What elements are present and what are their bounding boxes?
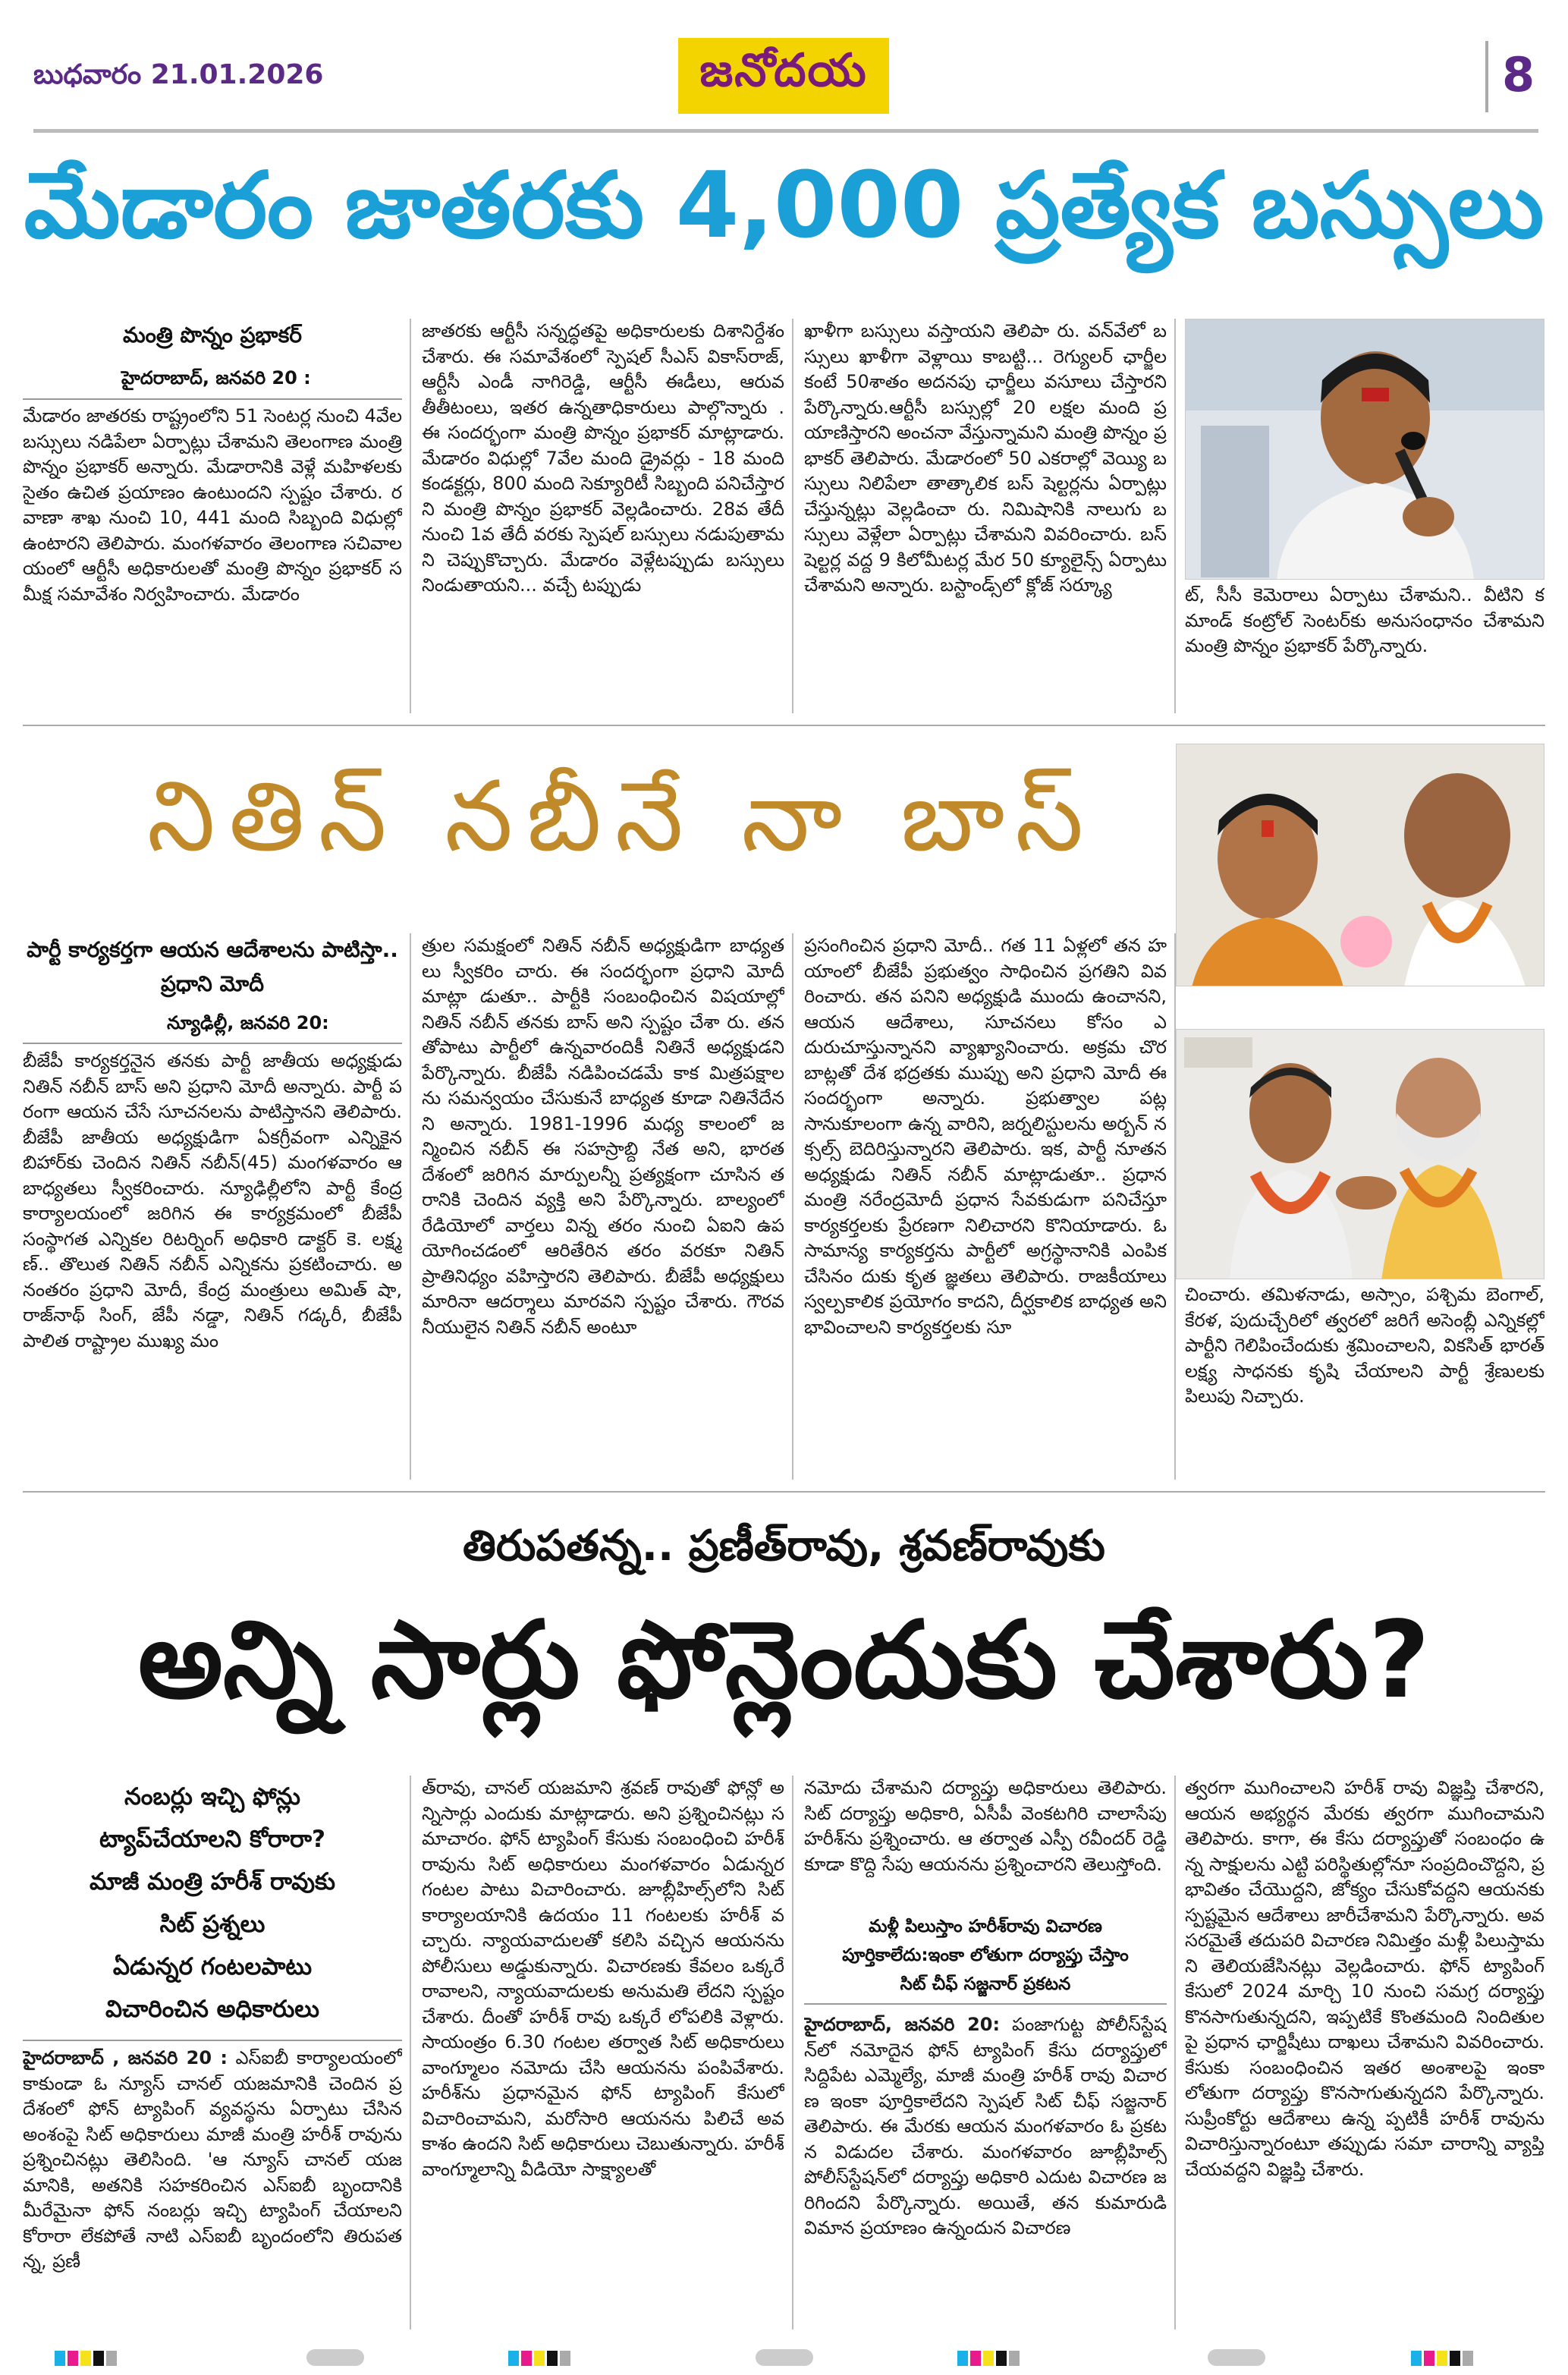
- minister-photo: [1185, 319, 1544, 580]
- section-divider: [23, 1491, 1545, 1493]
- story3-dateline-2: హైదరాబాద్, జనవరి 20:: [804, 2014, 1001, 2035]
- story2-dateline: న్యూఢిల్లీ, జనవరి 20:: [167, 1012, 329, 1033]
- story2-column-1: బీజేపీ కార్యకర్తనైన తనకు పార్టీ జాతీయ అధ్యక్షుడు నితిన్ నబీన్ బాస్ అని ప్రధాని మోదీ అన్నారు. పార్టీ పరంగా ఆయన చేసే సూచనలను పాటిస్తానని తెలిపారు. బీజేపీ జాతీయ అధ్యక్షుడిగా ఏకగ్రీవంగా ఎన్నికైన బిహార్‌కు చెందిన నితిన్ నబీన్(45) మంగళవారం ఆ బాధ్యతలు స్వీకరించారు. న్యూఢిల్లీలోని పార్టీ కేంద్ర కార్యాలయంలో జరిగిన ఈ కార్యక్రమంలో బీజేపీ సంస్థాగత ఎన్నికల రిటర్నింగ్ అధికారి డాక్టర్ కె. లక్ష్మణ్.. తొలుత నితిన్ నబీన్ ఎన్నికను ప్రకటించారు. అనంతరం ప్రధాని మోదీ, కేంద్ర మంత్రులు అమిత్ షా, రాజ్‌నాథ్ సింగ్, జేపీ నడ్డా, నితిన్ గడ్కరీ, బీజేపీ పాలిత రాష్ట్రాల ముఖ్య మం: [23, 1050, 402, 1351]
- story3-sidebar-subhead-line: మళ్లీ పిలుస్తాం హరీశ్‌రావు విచారణ: [869, 1917, 1102, 1936]
- column-rule: [410, 933, 411, 1480]
- story3-sidebar-subhead-line: పూర్తికాలేదు:ఇంకా లోతుగా దర్యాప్తు చేస్తాం: [842, 1946, 1129, 1965]
- registration-pill: [306, 2349, 364, 2366]
- story2-subhead: పార్టీ కార్యకర్తగా ఆయన ఆదేశాలను పాటిస్తా.. ప్రధాని మోదీ: [27, 937, 398, 996]
- story3-subhead-line: విచారించిన అధికారులు: [105, 1996, 319, 2023]
- page-number-divider: [1485, 41, 1488, 112]
- color-registration-mark: [1411, 2351, 1473, 2366]
- story1-column-4: ట్, సీసీ కెమెరాలు ఏర్పాటు చేశామని.. వీటిని కమాండ్ కంట్రోల్ సెంటర్‌కు అనుసంధానం చేశామని మంత్రి పొన్నం ప్రభాకర్ పేర్కొన్నారు.: [1185, 584, 1544, 656]
- story3-headline: అన్ని సార్లు ఫోన్లెందుకు చేశారు?: [137, 1599, 1431, 1722]
- leaders-photo-top: [1176, 744, 1544, 986]
- story3-subhead-line: సిట్ ప్రశ్నలు: [159, 1911, 266, 1938]
- registration-pill: [1208, 2349, 1265, 2366]
- story3-column-3a: నమోదు చేశామని దర్యాప్తు అధికారులు తెలిపారు. సిట్ దర్యాప్తు అధికారి, ఏసీపీ వెంకటగిరి చాలాసేపు హరీశ్‌ను ప్రశ్నించారు. ఆ తర్వాత ఎస్పీ రవీందర్ రెడ్డి కూడా కొద్ది సేపు ఆయనను ప్రశ్నించారని తెలుస్తోంది.: [804, 1777, 1167, 1875]
- issue-date: బుధవారం 21.01.2026: [33, 59, 324, 90]
- story3-subhead-line: మాజీ మంత్రి హరీశ్ రావుకు: [90, 1868, 335, 1895]
- story3-sidebar-subhead-line: సిట్ చీఫ్ సజ్జనార్ ప్రకటన: [900, 1974, 1071, 1994]
- column-rule: [1174, 319, 1176, 713]
- story1-headline: మేడారం జాతరకు 4,000 ప్రత్యేక బస్సులు: [24, 153, 1544, 259]
- story3-subhead: [23, 1776, 402, 2031]
- story1-column-1: మేడారం జాతరకు రాష్ట్రంలోని 51 సెంటర్ల నుంచి 4వేల బస్సులు నడిపేలా ఏర్పాట్లు చేశామని తెలంగాణ మంత్రి పొన్నం ప్రభాకర్ అన్నారు. మేడారానికి వెళ్లే మహిళలకు సైతం ఉచిత ప్రయాణం ఉంటుందని స్పష్టం చేశారు. రవాణా శాఖ నుంచి 10, 441 మంది సిబ్బంది విధుల్లో ఉంటారని తెలిపారు. మంగళవారం తెలంగాణ సచివాలయంలో ఆర్టీసీ అధికారులతో మంత్రి పొన్నం ప్రభాకర్ సమీక్ష సమావేశం నిర్వహించారు. మేడారం: [23, 405, 402, 605]
- color-registration-mark: [957, 2351, 1020, 2366]
- story2-column-3: ప్రసంగించిన ప్రధాని మోదీ.. గత 11 ఏళ్లలో తన హయాంలో బీజేపీ ప్రభుత్వం సాధించిన ప్రగతిని వివరించారు. తన పనిని అధ్యక్షుడి ముందు ఉంచానని, ఆయన ఆదేశాలు, సూచనలు కోసం ఎదురుచూస్తున్నానని వ్యాఖ్యానించారు. అక్రమ చొరబాట్లతో దేశ భద్రతకు ముప్పు అని ప్రధాని మోదీ ఈ సందర్భంగా అన్నారు. ప్రభుత్వాల పట్ల సానుకూలంగా ఉన్న వారిని, జర్నలిస్టులను అర్బన్ నక్సల్స్ బెదిరిస్తున్నారని తెలిపారు. ఇక, పార్టీ నూతన అధ్యక్షుడు నితిన్ నబీన్ మాట్లాడుతూ.. ప్రధానమంత్రి నరేంద్రమోదీ ప్రధాన సేవకుడుగా పనిచేస్తూ కార్యకర్తలకు ప్రేరణగా నిలిచారని కొనియాడారు. ఓ సామాన్య కార్యకర్తను పార్టీలో అగ్రస్థానానికి ఎంపిక చేసినం దుకు కృత జ్ఞతలు తెలిపారు. రాజకీయాలు స్వల్పకాలిక ప్రయోగం కాదని, దీర్ఘకాలిక బాధ్యత అని భావించాలని కార్యకర్తలకు సూ: [804, 935, 1167, 1338]
- story1-column-2: జాతరకు ఆర్టీసీ సన్నద్ధతపై అధికారులకు దిశానిర్దేశం చేశారు. ఈ సమావేశంలో స్పెషల్ సీఎస్ వికాస్‌రాజ్, ఆర్టీసీ ఎండీ నాగిరెడ్డి, ఆర్టీసీ ఈడీలు, ఆరువతీతీటంలు, ఇతర ఉన్నతాధికారులు పాల్గొన్నారు . ఈ సందర్భంగా మంత్రి పొన్నం ప్రభాకర్ మాట్లాడారు.మేడారం విధుల్లో 7వేల మంది డ్రైవర్లు - 18 మంది కండక్టర్లు, 800 మంది సెక్యూరిటీ సిబ్బంది పనిచేస్తారని మంత్రి పొన్నం ప్రభాకర్ వెల్లడించారు. 28వ తేదీ నుంచి 1వ తేదీ వరకు స్పెషల్ బస్సులు నడుపుతామని చెప్పుకొచ్చారు. మేడారం వెళ్లేటప్పుడు బస్సులు నిండుతాయని... వచ్చే టప్పుడు: [422, 320, 784, 596]
- story3-column-1-text: ఎస్ఐబీ కార్యాలయంలో కాకుండా ఓ న్యూస్ చానల్ యజమానికి చెందిన ప్రదేశంలో ఫోన్ ట్యాపింగ్ వ్యవస్థను ఏర్పాటు చేసిన అంశంపై సిట్ అధికారులు మాజీ మంత్రి హరీశ్ రావును ప్రశ్నించినట్లు తెలిసింది. 'ఆ న్యూస్ చానల్ యజమానికి, అతనికి సహకరించిన ఎస్ఐబీ బృందానికి మీరేమైనా ఫోన్ నంబర్లు ఇచ్చి ట్యాపింగ్ చేయాలని కోరారా లేకపోతే నాటి ఎస్ఐబీ బృందంలోని తిరుపతన్న, ప్రణీ: [23, 2047, 402, 2272]
- header-rule: [33, 129, 1538, 133]
- story3-sidebar-rule: [804, 2003, 1167, 2005]
- story2-subhead-rule: [23, 1043, 402, 1044]
- column-rule: [410, 319, 411, 713]
- story2-column-2: త్రుల సమక్షంలో నితిన్ నబీన్ అధ్యక్షుడిగా బాధ్యతలు స్వీకరిం చారు. ఈ సందర్భంగా ప్రధాని మోదీ మాట్లా డుతూ.. పార్టీకి సంబంధించిన విషయాల్లో నితిన్ నబీన్ తనకు బాస్ అని స్పష్టం చేశా రు. తనతోపాటు పార్టీలో ఉన్నవారందికీ నితినే అధ్యక్షుడని పేర్కొన్నారు. బీజేపీ నడిపించడమే కాక మిత్రపక్షాలను సమన్వయం చేసుకునే బాధ్యత కూడా నితినేదేనని అన్నారు. 1981-1996 మధ్య కాలంలో జన్మించిన నబీన్ ఈ సహస్రాబ్ది నేత అని, భారత దేశంలో జరిగిన మార్పులన్నీ ప్రత్యక్షంగా చూసిన తరానికి చెందిన వ్యక్తి అని పేర్కొన్నారు. బాల్యంలో రేడియోలో వార్తలు విన్న తరం నుంచి ఏఐని ఉపయోగించడంలో ఆరితేరిన తరం వరకూ నితిన్ ప్రాతినిధ్యం వహిస్తారని తెలిపారు. బీజేపీ అధ్యక్షులు మారినా ఆదర్శాలు మారవని స్పష్టం చేశారు. గౌరవనీయులైన నితిన్ నబీన్ అంటూ: [422, 935, 784, 1338]
- story1-dateline: హైదరాబాద్, జనవరి 20 :: [121, 367, 311, 388]
- story3-sidebar-subhead: [804, 1912, 1167, 1999]
- story1-column-3: ఖాళీగా బస్సులు వస్తాయని తెలిపా రు. వన్‌వేలో బస్సులు ఖాళీగా వెళ్లాయి కాబట్టి... రెగ్యులర్ ఛార్జీల కంటే 50శాతం అదనపు ఛార్జీలు వసూలు చేస్తారని పేర్కొన్నారు.ఆర్టీసీ బస్సుల్లో 20 లక్షల మంది ప్రయాణిస్తారని అంచనా వేస్తున్నామని మంత్రి పొన్నం ప్రభాకర్ తెలిపారు. మేడారంలో 50 ఎకరాల్లో వెయ్యి బస్సులు నిలిపేలా తాత్కాలిక బస్ షెల్టర్లను ఏర్పాట్లు చేస్తున్నట్లు వెల్లడించా రు. నిమిషానికి నాలుగు బస్సులు వెళ్లేలా ఏర్పాట్లు చేశామని వివరించారు. బస్ షెల్టర్ల వద్ద 9 కిలోమీటర్ల మేర 50 క్యూలైన్స్ ఏర్పాటు చేశామని అన్నారు. బస్టాండ్స్‌లో క్లోజ్ సర్క్యూ: [804, 320, 1167, 596]
- masthead-text: జనోదయ: [699, 44, 868, 97]
- column-rule: [792, 319, 793, 713]
- story3-subhead-line: ట్యాప్‌చేయాలని కోరారా?: [99, 1826, 326, 1853]
- story3-column-3b-text: పంజాగుట్ట పోలీస్‌స్టేషన్‌లో నమోదైన ఫోన్ ట్యాపింగ్ కేసు దర్యాప్తులో సిద్దిపేట ఎమ్మెల్యే, మాజీ మంత్రి హరీశ్ రావు విచారణ ఇంకా పూర్తికాలేదని స్పెషల్ సిట్ చీఫ్ సజ్జనార్ తెలిపారు. ఈ మేరకు ఆయన మంగళవారం ఓ ప్రకటన విడుదల చేశారు. మంగళవారం జూబ్లీహిల్స్ పోలీస్‌స్టేషన్‌లో దర్యాప్తు అధికారి ఎదుట విచారణ జరిగిందని పేర్కొన్నారు. అయితే, తన కుమారుడి విమాన ప్రయాణం ఉన్నందున విచారణ: [804, 2014, 1167, 2238]
- column-rule: [410, 1776, 411, 2329]
- story3-subhead-rule: [23, 2040, 402, 2041]
- column-rule: [792, 933, 793, 1480]
- story3-column-1: [23, 2046, 402, 2326]
- color-registration-mark: [508, 2351, 570, 2366]
- page-number: 8: [1502, 47, 1535, 102]
- column-rule: [1174, 1776, 1176, 2329]
- story3-column-2: త్‌రావు, చానల్ యజమాని శ్రవణ్ రావుతో ఫోన్లో అన్నిసార్లు ఎందుకు మాట్లాడారు. అని ప్రశ్నించినట్లు సమాచారం. ఫోన్ ట్యాపింగ్ కేసుకు సంబంధించి హరీశ్ రావును సిట్ అధికారులు మంగళవారం ఏడున్నర గంటల పాటు విచారించారు. జూబ్లీహిల్స్‌లోని సిట్ కార్యాలయానికి ఉదయం 11 గంటలకు హరీశ్ వచ్చారు. న్యాయవాదులతో కలిసి వచ్చిన ఆయనను పోలీసులు అడ్డుకున్నారు. విచారణకు కేవలం ఒక్కరే రావాలని, న్యాయవాదులకు అనుమతి లేదని స్పష్టం చేశారు. దీంతో హరీశ్ రావు ఒక్కరే లోపలికి వెళ్లారు. సాయంత్రం 6.30 గంటల తర్వాత సిట్ అధికారులు వాంగ్మూలం నమోదు చేసి ఆయనను పంపివేశారు. హరీశ్‌ను ప్రధానమైన ఫోన్ ట్యాపింగ్ కేసులో విచారించామని, మరోసారి ఆయనను పిలిచే అవకాశం ఉందని సిట్ అధికారులు చెబుతున్నారు. హరీశ్ వాంగ్మూలాన్ని వీడియో సాక్ష్యాలతో: [422, 1777, 784, 2180]
- story3-column-4: త్వరగా ముగించాలని హరీశ్ రావు విజ్ఞప్తి చేశారని, ఆయన అభ్యర్థన మేరకు త్వరగా ముగించామని తెలిపారు. కాగా, ఈ కేసు దర్యాప్తుతో సంబంధం ఉన్న సాక్షులను ఎట్టి పరిస్థితుల్లోనూ సంప్రదించొద్దని, ప్రభావితం చేయొద్దని, జోక్యం చేసుకోవద్దని ఆయనకు స్పష్టమైన ఆదేశాలు జారీచేశామని పేర్కొన్నారు. అవసరమైతే తదుపరి విచారణ నిమిత్తం మళ్లీ పిలుస్తామని తెలియజేసినట్లు వెల్లడించారు. ఫోన్ ట్యాపింగ్ కేసులో 2024 మార్చి 10 నుంచి సమగ్ర దర్యాప్తు కొనసాగుతున్నదని, ఇప్పటికే కొంతమంది నిందితులపై ప్రధాన ఛార్జిషీటు దాఖలు చేశామని వివరించారు. కేసుకు సంబంధించిన ఇతర అంశాలపై ఇంకా లోతుగా దర్యాప్తు కొనసాగుతున్నదని పేర్కొన్నారు. సుప్రీంకోర్టు ఆదేశాలు ఉన్న ప్పటికీ హరీశ్ రావును విచారిస్తున్నారంటూ తప్పుడు సమా చారాన్ని వ్యాప్తి చేయవద్దని విజ్ఞప్తి చేశారు.: [1185, 1777, 1544, 2180]
- color-registration-mark: [55, 2351, 117, 2366]
- story2-column-4: చించారు. తమిళనాడు, అస్సాం, పశ్చిమ బెంగాల్, కేరళ, పుదుచ్చేరిలో త్వరలో జరిగే అసెంబ్లీ ఎన్నికల్లో పార్టీని గెలిపించేందుకు శ్రమించాలని, వికసిత్ భారత్ లక్ష్య సాధనకు కృషి చేయాలని పార్టీ శ్రేణులకు పిలుపు నిచ్చారు.: [1185, 1284, 1544, 1407]
- leaders-photo-bottom: [1176, 1029, 1544, 1279]
- masthead-logo: [678, 38, 889, 114]
- story1-subhead-rule: [23, 398, 402, 400]
- story3-kicker: తిరుపతన్న.. ప్రణీత్‌రావు, శ్రవణ్‌రావుకు: [463, 1521, 1105, 1571]
- story2-headline: నితిన్ నబీనే నా బాస్: [146, 760, 1098, 873]
- column-rule: [792, 1776, 793, 2329]
- story3-subhead-line: ఏడున్నర గంటలపాటు: [112, 1953, 313, 1980]
- story3-dateline: హైదరాబాద్ , జనవరి 20 :: [23, 2047, 228, 2068]
- story1-subhead: మంత్రి పొన్నం ప్రభాకర్: [123, 322, 302, 348]
- story3-column-3b: [804, 2012, 1167, 2326]
- registration-pill: [756, 2349, 813, 2366]
- section-divider: [23, 725, 1545, 726]
- story3-subhead-line: నంబర్లు ఇచ్చి ఫోన్లు: [124, 1783, 301, 1810]
